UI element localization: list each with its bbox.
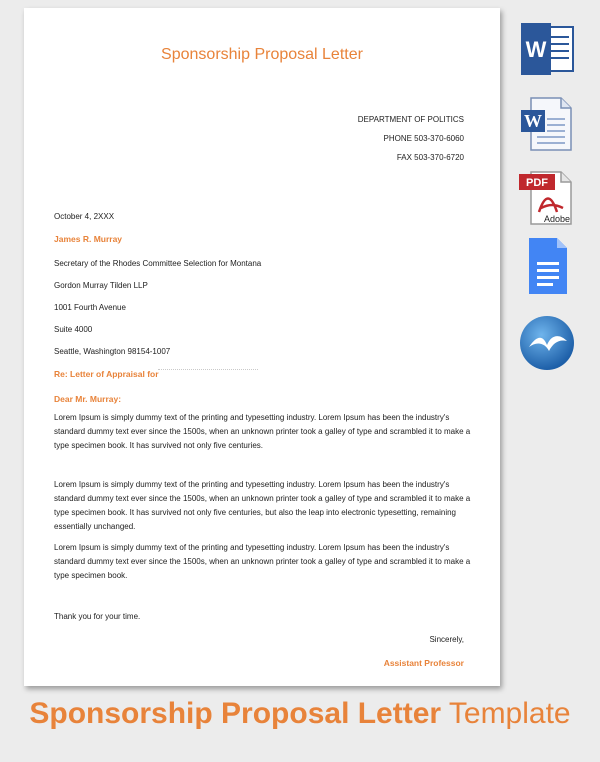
svg-text:Adobe: Adobe xyxy=(543,214,571,224)
letter-page xyxy=(24,8,500,686)
openoffice-icon[interactable] xyxy=(517,313,577,373)
body-paragraph: Lorem Ipsum is simply dummy text of the printing and typesetting industry. Lorem Ipsum has been the industry's standard dummy text ever since the 1500s, when an unknown printer took a galley of type and scrambled it to make a type specimen book. xyxy=(54,543,471,580)
document-title: Sponsorship Proposal Letter xyxy=(161,46,363,63)
recipient-name: James R. Murray xyxy=(54,234,123,244)
body-paragraph: Lorem Ipsum is simply dummy text of the printing and typesetting industry. Lorem Ipsum has been the industry's standard dummy text ever since the 1500s, when an unknown printer took a galley of type and scrambled it to make a type specimen book. It has survived not only five centuries. xyxy=(54,413,471,450)
google-docs-icon[interactable] xyxy=(517,236,577,296)
sender-fax: FAX 503-370-6720 xyxy=(396,153,464,162)
pdf-icon[interactable] xyxy=(517,168,577,228)
template-title-bold: Sponsorship Proposal Letter xyxy=(29,697,442,730)
recipient-line: 1001 Fourth Avenue xyxy=(54,303,126,312)
signature-title: Assistant Professor xyxy=(383,658,464,668)
svg-text:W: W xyxy=(524,111,542,131)
word-icon[interactable] xyxy=(517,19,577,79)
word-doc-icon[interactable] xyxy=(517,94,577,154)
recipient-line: Gordon Murray Tilden LLP xyxy=(54,281,148,290)
svg-text:PDF: PDF xyxy=(526,177,548,189)
body-paragraph: Lorem Ipsum is simply dummy text of the printing and typesetting industry. Lorem Ipsum has been the industry's standard dummy text ever since the 1500s, when an unknown printer took a galley of type and scrambled it to make a type specimen book. It has survived not only five centuries, but also the leap into electronic typesetting, remaining essentially unchanged. xyxy=(54,480,471,531)
recipient-line: Suite 4000 xyxy=(54,325,93,334)
thanks-line: Thank you for your time. xyxy=(54,612,141,621)
salutation: Dear Mr. Murray: xyxy=(54,394,122,404)
closing: Sincerely, xyxy=(429,635,464,644)
svg-text:W: W xyxy=(525,37,547,62)
subject-blank-line xyxy=(158,369,258,370)
letter-date: October 4, 2XXX xyxy=(54,212,115,221)
sender-department: DEPARTMENT OF POLITICS xyxy=(357,115,464,124)
template-title xyxy=(0,697,600,731)
subject-line: Re: Letter of Appraisal for xyxy=(54,369,159,379)
recipient-line: Seattle, Washington 98154-1007 xyxy=(54,347,171,356)
template-title-light: Template xyxy=(441,697,571,730)
sender-phone: PHONE 503-370-6060 xyxy=(383,134,464,143)
recipient-line: Secretary of the Rhodes Committee Selection for Montana xyxy=(54,259,262,268)
